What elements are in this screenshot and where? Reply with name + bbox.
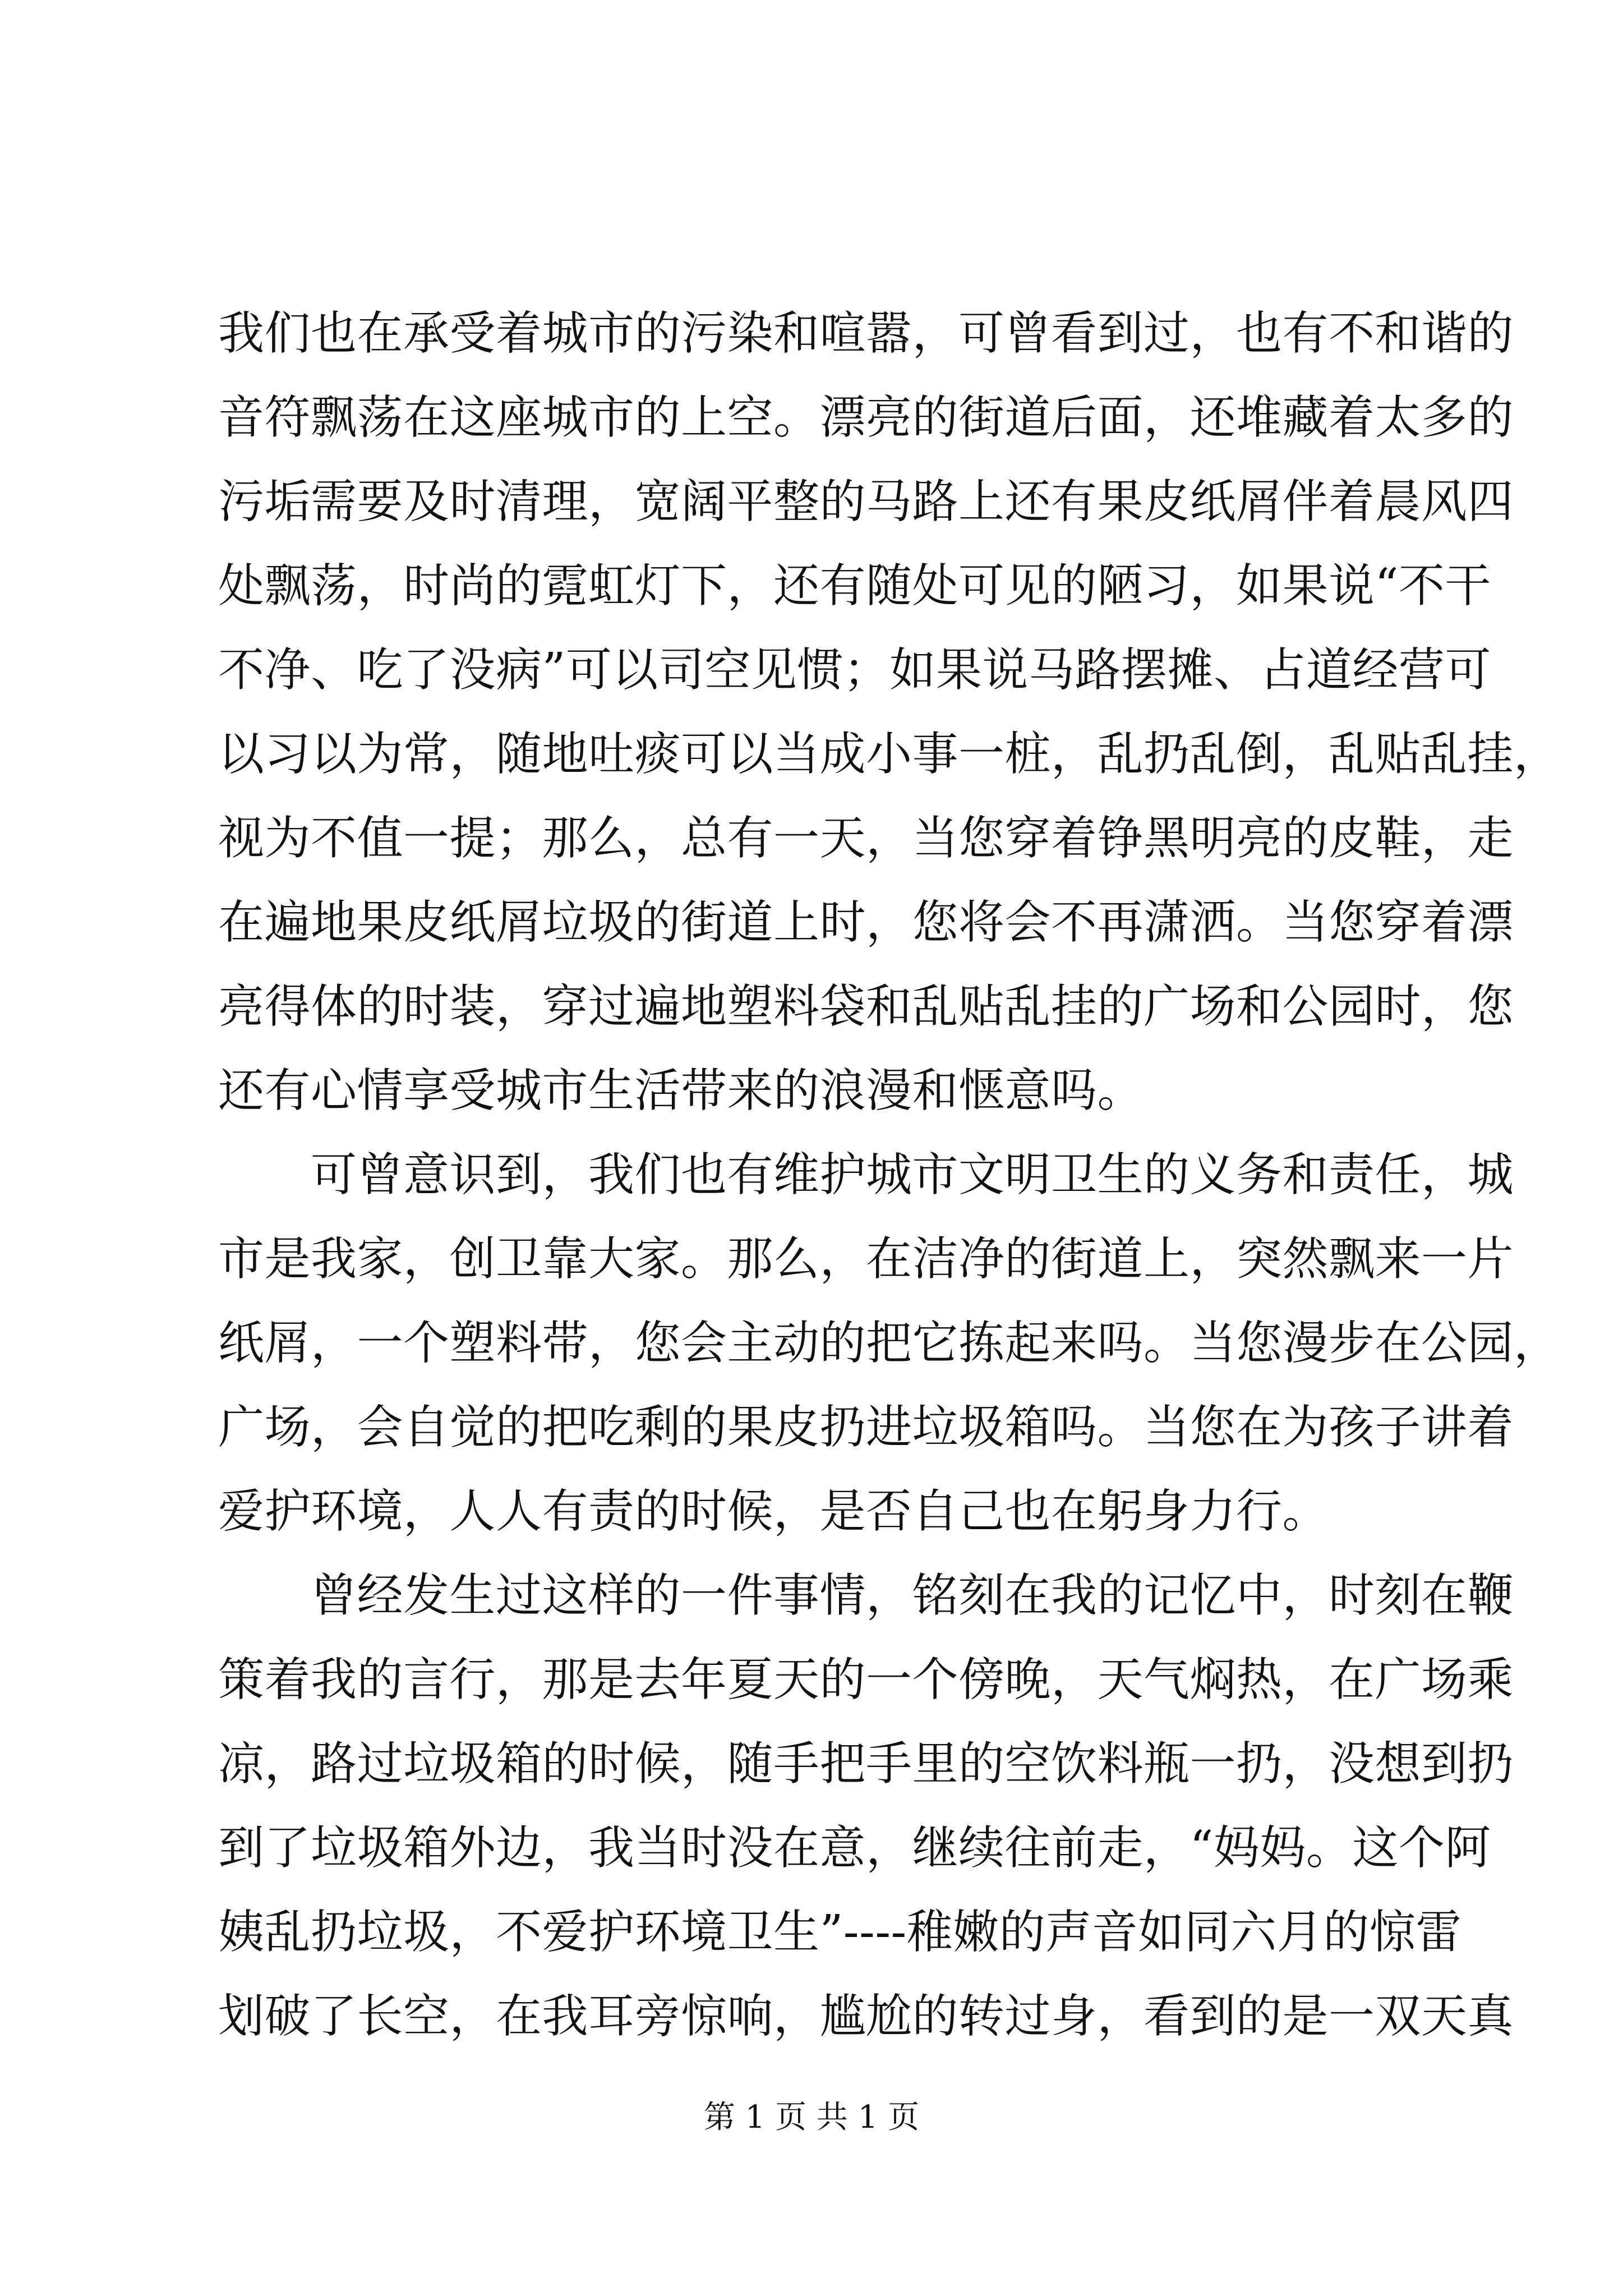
text-line: 划破了长空，在我耳旁惊响，尴尬的转过身，看到的是一双天真 <box>218 1990 1514 2043</box>
text-line: 曾经发生过这样的一件事情，铭刻在我的记忆中，时刻在鞭 <box>311 1569 1514 1622</box>
text-line: 纸屑，一个塑料带，您会主动的把它拣起来吗。当您漫步在公园， <box>218 1317 1560 1370</box>
text-line: 以习以为常，随地吐痰可以当成小事一桩，乱扔乱倒，乱贴乱挂， <box>218 728 1560 781</box>
text-line: 不净、吃了没病”可以司空见惯；如果说马路摆摊、占道经营可 <box>218 643 1491 697</box>
text-line: 在遍地果皮纸屑垃圾的街道上时，您将会不再潇洒。当您穿着漂 <box>218 896 1514 949</box>
text-line: 姨乱扔垃圾，不爱护环境卫生”----稚嫩的声音如同六月的惊雷 <box>218 1906 1462 1959</box>
text-line: 策着我的言行，那是去年夏天的一个傍晚，天气焖热，在广场乘 <box>218 1653 1514 1706</box>
document-body <box>218 292 1560 2059</box>
text-line: 污垢需要及时清理，宽阔平整的马路上还有果皮纸屑伴着晨风四 <box>218 475 1514 528</box>
text-line: 处飘荡，时尚的霓虹灯下，还有随处可见的陋习，如果说“不干 <box>218 559 1491 613</box>
paragraph-2 <box>218 1133 1560 1554</box>
text-line: 音符飘荡在这座城市的上空。漂亮的街道后面，还堆藏着太多的 <box>218 391 1514 444</box>
text-line: 还有心情享受城市生活带来的浪漫和惬意吗。 <box>218 1064 1144 1117</box>
text-line: 亮得体的时装，穿过遍地塑料袋和乱贴乱挂的广场和公园时，您 <box>218 980 1514 1033</box>
text-line: 到了垃圾箱外边，我当时没在意，继续往前走，“妈妈。这个阿 <box>218 1821 1491 1875</box>
text-line: 可曾意识到，我们也有维护城市文明卫生的义务和责任，城 <box>311 1148 1514 1202</box>
text-line: 广场，会自觉的把吃剩的果皮扔进垃圾箱吗。当您在为孩子讲着 <box>218 1401 1514 1454</box>
text-line: 市是我家，创卫靠大家。那么，在洁净的街道上，突然飘来一片 <box>218 1232 1514 1286</box>
paragraph-3 <box>218 1554 1514 2059</box>
paragraph-1 <box>218 292 1560 1133</box>
text-line: 视为不值一提；那么，总有一天，当您穿着铮黑明亮的皮鞋，走 <box>218 812 1514 865</box>
text-line: 我们也在承受着城市的污染和喧嚣，可曾看到过，也有不和谐的 <box>218 307 1514 360</box>
page-footer: 第 1 页 共 1 页 <box>703 2099 920 2136</box>
text-line: 爱护环境，人人有责的时候，是否自己也在躬身力行。 <box>218 1485 1329 1538</box>
text-line: 凉，路过垃圾箱的时候，随手把手里的空饮料瓶一扔，没想到扔 <box>218 1737 1514 1791</box>
